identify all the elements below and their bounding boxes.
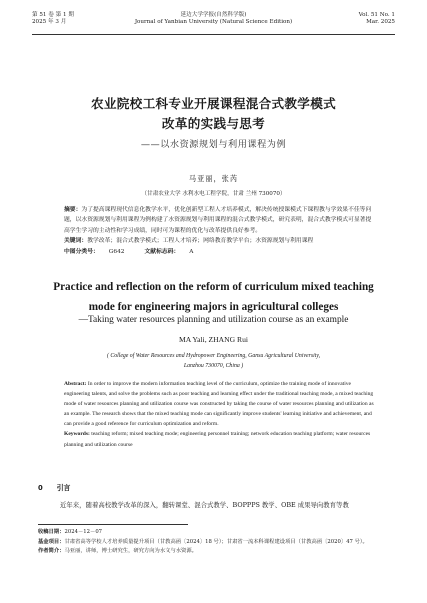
abstract-text-cn: 为了提高课程现代信息化教学水平，优化创新型工程人才培养模式，解决传统授课模式下课程教与学效果不佳等问题，以水资源规划与利用课程为例构建了水资源规划与利用课程的混合式教学模式，研究表明，混合式教学模式可显著提高学生学习的主动性和学习成绩，同时可为课程的优化与改革提供良好参考。 bbox=[64, 207, 372, 234]
clc-value: G642 bbox=[108, 248, 125, 255]
footnote-author bbox=[38, 547, 389, 557]
english-affiliation-line1: ( College of Water Resources and Hydropower Engineering, Gansu Agricultural University, bbox=[106, 353, 321, 359]
chinese-abstract-block bbox=[64, 205, 375, 257]
doc-code-label: 文献标志码： bbox=[144, 248, 180, 255]
header-vol-en: Vol. 51 No. 1 bbox=[358, 12, 395, 18]
running-header bbox=[32, 12, 395, 34]
chinese-title-line2: 改革的实践与思考 bbox=[161, 116, 266, 131]
journal-name-cn: 延边大学学报(自然科学版) bbox=[180, 12, 247, 18]
footnote-received bbox=[38, 528, 389, 538]
section-title: 引言 bbox=[56, 484, 71, 492]
author-bio-text: 马亚丽，讲师，博士研究生，研究方向为水文与水资源。 bbox=[64, 548, 197, 554]
abstract-text-en: In order to improve the modern information teaching level of the curriculum, optimize the training mode of innovative engineering talents, and solve the problems such as poor teaching and learning effect under the traditional teaching mode, a mixed teaching mode of water resources planning and utilization course was constructed by taking the course of water resources planning and utilization as an example. The research shows that the mixed teaching mode can significantly improve students' learning initiative and achievement, and can provide a good reference for curriculum optimization and reform. bbox=[64, 381, 374, 428]
chinese-authors: 马亚丽，张芮 bbox=[188, 174, 239, 183]
fund-text: 甘肃省高等学校人才培养质量提升项目（甘教高函〔2024〕18 号）；甘肃省一流本科课程建设项目（甘教高函〔2020〕47 号）。 bbox=[64, 538, 368, 545]
english-title bbox=[14, 278, 413, 317]
english-subtitle: —Taking water resources planning and utilization course as an example bbox=[78, 315, 349, 325]
english-abstract-block bbox=[64, 379, 375, 450]
keywords-text-en: teaching reform; mixed teaching mode; engineering personnel training; network education teaching platform; water resources planning and utilization course bbox=[64, 431, 371, 448]
classification-row bbox=[64, 247, 375, 257]
author-bio-label: 作者简介： bbox=[38, 548, 65, 554]
section-heading-intro bbox=[38, 482, 70, 492]
fund-label: 基金项目： bbox=[38, 538, 65, 545]
header-divider bbox=[32, 34, 395, 35]
chinese-abstract bbox=[64, 205, 375, 236]
english-keywords bbox=[64, 429, 375, 449]
chinese-title-line1: 农业院校工科专业开展课程混合式教学模式 bbox=[91, 96, 336, 111]
abstract-label-cn: 摘要： bbox=[64, 207, 82, 213]
header-volume: 第 51 卷 第 1 期 bbox=[32, 12, 74, 18]
english-affiliation bbox=[100, 351, 327, 371]
chinese-subtitle: ——以水资源规划与利用课程为例 bbox=[140, 139, 287, 150]
keywords-label-cn: 关键词： bbox=[64, 238, 88, 245]
english-title-line1: Practice and reflection on the reform of curriculum mixed teaching bbox=[53, 281, 374, 293]
chinese-title bbox=[20, 94, 407, 134]
english-title-line2: mode for engineering majors in agricultural colleges bbox=[88, 300, 339, 313]
keywords-label-en: Keywords: bbox=[64, 431, 90, 438]
received-date: 2024－12－07 bbox=[64, 529, 103, 535]
section-number: 0 bbox=[38, 484, 43, 492]
chinese-keywords bbox=[64, 236, 375, 246]
clc-label: 中图分类号： bbox=[64, 248, 99, 255]
header-journal-name bbox=[32, 12, 395, 26]
keywords-text-cn: 教学改革；混合式教学模式；工程人才培养；网络教育教学平台；水资源规划与利用课程 bbox=[87, 238, 314, 245]
english-abstract bbox=[64, 379, 375, 429]
english-authors: MA Yali, ZHANG Rui bbox=[179, 335, 248, 344]
journal-name-en: Journal of Yanbian University (Natural Science Edition) bbox=[134, 19, 293, 25]
header-vol-no-en bbox=[359, 12, 395, 26]
chinese-affiliation: （甘肃农业大学 水利水电工程学院，甘肃 兰州 730070） bbox=[141, 191, 286, 197]
english-affiliation-line2: Lanzhou 730070, China ) bbox=[183, 363, 244, 369]
footnotes bbox=[38, 528, 389, 557]
header-date-cn: 2025 年 3 月 bbox=[32, 19, 67, 25]
intro-paragraph: 近年来，随着高校教学改革的深入，翻转课堂、混合式教学、BOPPPS 教学、OBE 成果导向教育等教 bbox=[60, 501, 349, 509]
received-label: 收稿日期： bbox=[38, 529, 65, 535]
doc-code-value: A bbox=[189, 248, 194, 255]
header-date-en: Mar. 2025 bbox=[366, 19, 395, 25]
footnote-divider bbox=[38, 524, 188, 525]
abstract-label-en: Abstract: bbox=[64, 381, 87, 387]
footnote-fund bbox=[38, 538, 389, 548]
